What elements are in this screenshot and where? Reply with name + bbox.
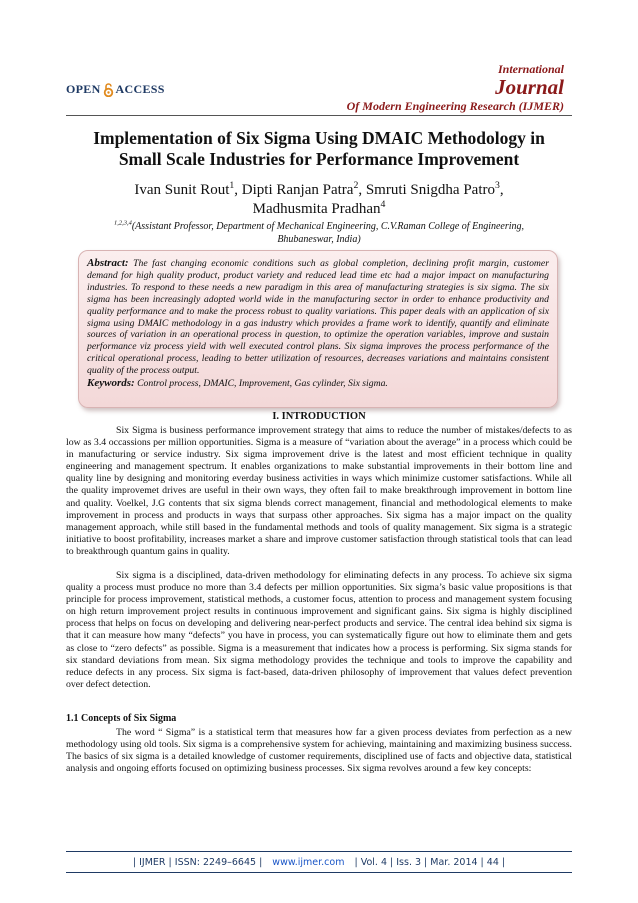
author-name: , Smruti Snigdha Patro xyxy=(358,182,495,198)
footer-issn: | IJMER | ISSN: 2249–6645 | xyxy=(132,856,263,868)
author-name: Ivan Sunit Rout xyxy=(134,182,230,198)
author-superscript: 3 xyxy=(494,180,500,191)
author-affiliation xyxy=(66,220,572,246)
paper-title-line1: Implementation of Six Sigma Using DMAIC Methodology in xyxy=(93,128,545,148)
author-name: , Dipti Ranjan Patra xyxy=(234,182,354,198)
keywords-paragraph xyxy=(87,378,549,390)
author-superscript: 4 xyxy=(380,199,386,210)
affiliation-line2: Bhubaneswar, India) xyxy=(277,234,361,245)
author-superscript: 1 xyxy=(229,180,235,191)
abstract-text: The fast changing economic conditions such as global completion, declining profit margin, customer demand for high quality product, product variety and reduced lead time etc had a major impact on manufacturing industries. To respond to these needs a new paradigm in this area of manufacturing strategies is six sigma. The six sigma has been increasingly adopted world wide in the manufacturing sector in order to enhance productivity and quality performance and to make the process robust to quality variations. This paper deals with an application of six sigma using DMAIC methodology in a gas industry which provides a frame work to identify, quantify and eliminate sources of variation in an operational process in question, to optimize the operation variables, improve and sustain performance viz process yield with well executed control plans. Six sigma improves the process performance of the critical operational process, leading to better utilization of resources, decreases variations and maintains consistent quality of the process output. xyxy=(87,258,550,377)
open-access-label-access: ACCESS xyxy=(115,82,165,96)
subsection-heading-concepts: 1.1 Concepts of Six Sigma xyxy=(66,713,177,724)
concepts-paragraph-1: The word “ Sigma” is a statistical term that measures how far a given process deviates from perfection as a new methodology using old tools. Six sigma is a comprehensive system for achieving, maintaining and maximizing business success. The basics of six sigma is a detailed knowledge of customer requirements, disciplined use of facts and objective data, statistical analysis and ongoing efforts focused on optimizing business processes. Six sigma revolves around a few key concepts: xyxy=(66,727,572,775)
keywords-label: Keywords: xyxy=(87,377,135,390)
header-divider xyxy=(66,115,572,116)
author-list xyxy=(66,181,572,219)
abstract-label: Abstract: xyxy=(87,257,129,269)
intro-paragraph-1: Six Sigma is business performance improvement strategy that aims to reduce the number of mistakes/defects to as low as 3.4 occassions per million opportunities. Sigma is a measure of “variation about the average” in a process which could be in manufacturing or service industry. Six sigma improvement drive is the latest and most efficient technique in quality engineering and management spectrum. It enables organizations to make substantial improvements in their bottom line and quality line by designing and monitoring everday business activities in ways which minimize customer satisfactions. While all the quality improvemet drives are useful in their own ways, they often fail to make breakthrough improvement in bottom line and quality. Voelkel, J.G contents that six sigma blends correct management, financial and methodological elements to make improvement in process and products in ways that surpass other approaches. Six sigma has a major impact on the quality management approach, while still based in the fundamental methods and tools of quality management. Six sigma is a strategic initiative to boost profitability, increases market a share and improve customer satisfaction through statistical tools that can lead to breakthrough quantum gains in quality. xyxy=(66,425,572,557)
journal-header xyxy=(0,0,638,125)
keywords-text: Control process, DMAIC, Improvement, Gas cylinder, Six sigma. xyxy=(137,378,388,390)
open-access-logo xyxy=(66,82,165,97)
affiliation-superscript: 1,2,3,4 xyxy=(113,219,132,227)
author-superscript: 2 xyxy=(353,180,359,191)
open-access-label-open: OPEN xyxy=(66,82,101,96)
footer-volume: | Vol. 4 | Iss. 3 | Mar. 2014 | 44 | xyxy=(354,856,506,868)
journal-name: Journal xyxy=(495,75,564,99)
journal-international: International xyxy=(497,62,564,76)
affiliation-line1: (Assistant Professor, Department of Mechanical Engineering, C.V.Raman College of Engineering, xyxy=(131,221,525,232)
open-access-lock-icon xyxy=(103,83,114,97)
paper-title xyxy=(66,128,572,170)
footer-journal-link[interactable]: www.ijmer.com xyxy=(272,856,345,868)
abstract-box xyxy=(78,250,558,408)
author-separator: , xyxy=(499,182,504,198)
intro-paragraph-2: Six sigma is a disciplined, data-driven methodology for eliminating defects in any process. To achieve six sigma quality a process must produce no more than 3.4 defects per million opportunities. Six sigma’s basic value propositions is that principle for process improvement, statistical methods, a customer focus, attention to process and management system focusing on high return improvement project results in continuous improvement and significant gains. Six sigma is highly disciplined process that helps on focus on developing and delivering near-perfect products and service. The central idea behind six sigma is that it can measure how many “defects” you have in process, you can systematically figure out how to eliminate them and gets as close to “zero defects” as possible. Sigma is a measurement that indicates how a process is performing. Six sigma stands for six standard deviations from mean. Six sigma methodology provides the technique and tools to improve the capability and reduce defects in any process. Six sigma is fact-based, data-driven philosophy of improvement that values defect prevention over defect detection. xyxy=(66,570,572,690)
abstract-paragraph xyxy=(87,258,549,377)
paper-title-line2: Small Scale Industries for Performance Improvement xyxy=(118,149,520,169)
section-heading-introduction: I. INTRODUCTION xyxy=(272,411,366,422)
page-footer xyxy=(66,851,572,873)
author-name: Madhusmita Pradhan xyxy=(252,201,381,217)
journal-subtitle: Of Modern Engineering Research (IJMER) xyxy=(346,99,564,113)
